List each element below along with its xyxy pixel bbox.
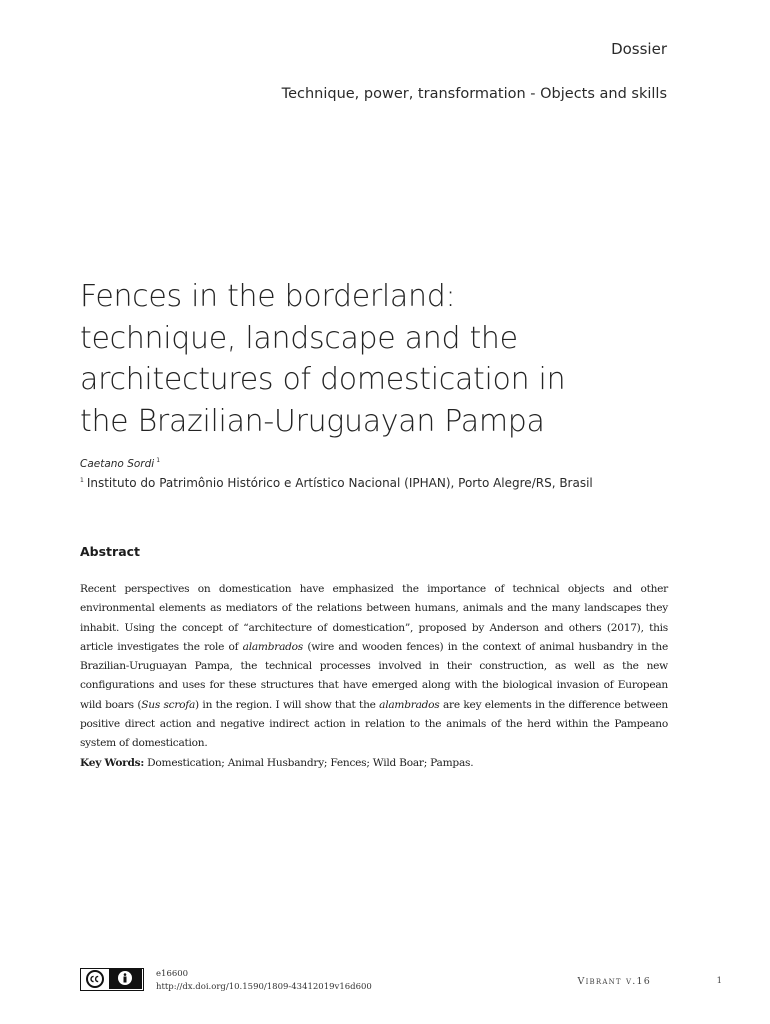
- title-line-2: technique, landscape and the: [80, 320, 518, 356]
- affiliation-footnote-mark: 1: [80, 477, 84, 484]
- author-name: [80, 457, 160, 470]
- doi-link[interactable]: http://dx.doi.org/10.1590/1809-43412019v16d600: [156, 982, 372, 992]
- keywords-list: Domestication; Animal Husbandry; Fences; Wild Boar; Pampas.: [144, 756, 474, 769]
- section-label: Dossier: [611, 40, 667, 58]
- term-sus-scrofa: Sus scrofa: [141, 698, 196, 711]
- term-alambrados: alambrados: [242, 640, 303, 653]
- journal-name: Vibrant v.16: [577, 976, 651, 987]
- abstract-heading: Abstract: [80, 544, 141, 559]
- cc-by-badge-graphic: [81, 969, 142, 989]
- abstract-text-4: are key elements in the difference between positive direct action and negative indirect action in relation to the animals of the herd within the Pampeano system of domestication.: [80, 698, 668, 750]
- abstract-text-1: Recent perspectives on domestication have emphasized the importance of technical objects and other environmental elements as mediators of the relations between humans, animals and the many landscapes they inhabit. Using the concept of “architecture of domestication”, proposed by Anderson and others (2017), this article investigates the role of: [80, 583, 668, 653]
- article-title: [80, 276, 640, 442]
- author-name-text: Caetano Sordi: [80, 458, 155, 470]
- abstract-paragraph: [80, 580, 668, 754]
- author-footnote-mark: 1: [156, 457, 161, 464]
- keywords-label: Key Words:: [80, 756, 145, 769]
- title-line-3: architectures of domestication in: [80, 362, 566, 397]
- title-line-4: the Brazilian-Uruguayan Pampa: [80, 403, 545, 439]
- affiliation-text: Instituto do Patrimônio Histórico e Artístico Nacional (IPHAN), Porto Alegre/RS, Brasil: [86, 476, 593, 490]
- page-number: 1: [716, 976, 722, 986]
- abstract-body: [80, 580, 668, 773]
- abstract-text-2: (wire and wooden fences) in the context of animal husbandry in the Brazilian-Uruguayan Pampa, the technical processes involved in their construction, as well as the new configurations and uses for these structures that have emerged along with the biological invasion of European wild boars (: [80, 640, 669, 711]
- cc-by-license-icon[interactable]: [80, 968, 144, 991]
- article-id: e16600: [156, 969, 189, 979]
- abstract-text-3: ) in the region. I will show that the: [195, 698, 380, 711]
- term-alambrados-2: alambrados: [379, 698, 440, 711]
- dossier-title: Technique, power, transformation - Objects and skills: [281, 86, 667, 102]
- title-line-1: Fences in the borderland:: [80, 279, 456, 314]
- keywords: [80, 754, 668, 773]
- author-affiliation: [80, 476, 593, 490]
- article-identifiers: [156, 968, 372, 994]
